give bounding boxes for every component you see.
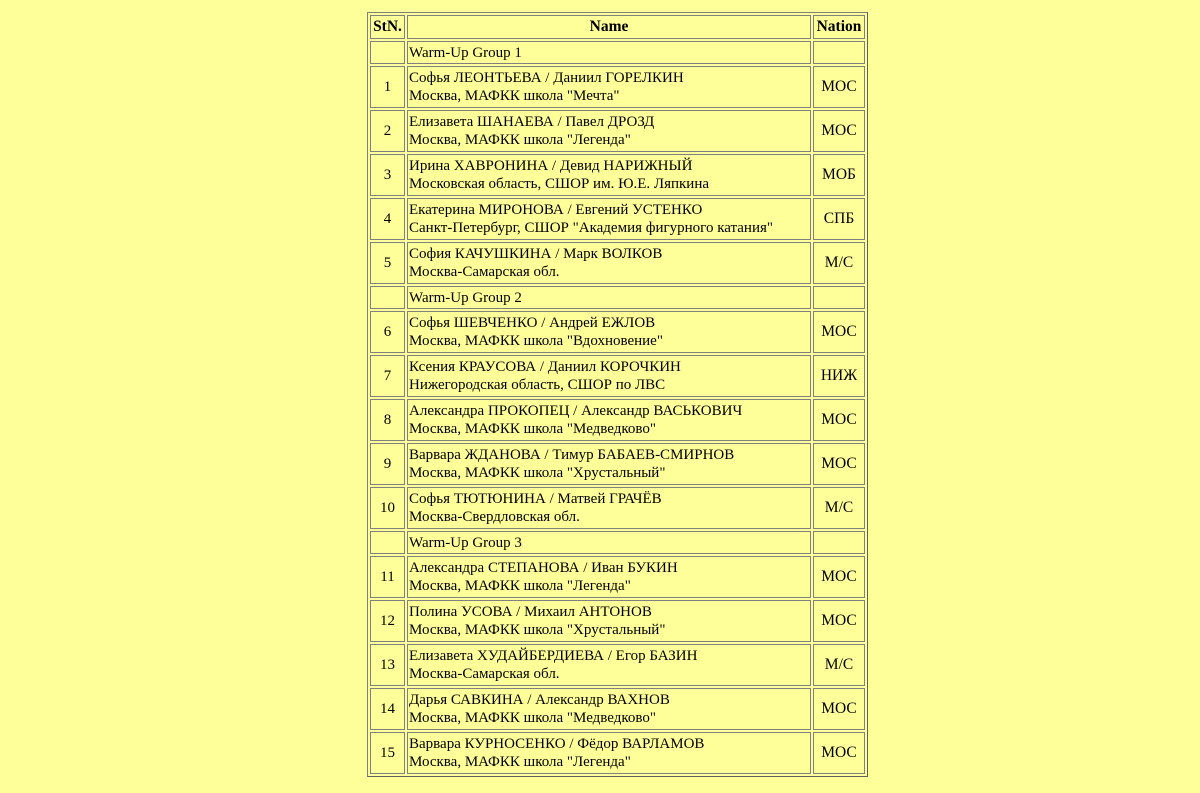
table-row: [370, 600, 865, 642]
club-name: Москва, МАФКК школа "Легенда": [409, 578, 631, 594]
start-number: 5: [370, 242, 405, 284]
pair-names: Ирина ХАВРОНИНА / Девид НАРИЖНЫЙ: [409, 158, 693, 174]
nation-code: М/С: [813, 487, 865, 529]
table-row: [370, 487, 865, 529]
table-row: [370, 110, 865, 152]
nation-code: МОС: [813, 311, 865, 353]
nation-code: МОС: [813, 600, 865, 642]
nation-code: МОС: [813, 443, 865, 485]
nation-code: МОБ: [813, 154, 865, 196]
name-cell: [407, 198, 811, 240]
nation-code: МОС: [813, 732, 865, 774]
pair-names: Софья ТЮТЮНИНА / Матвей ГРАЧЁВ: [409, 491, 662, 507]
name-cell: [407, 399, 811, 441]
pair-names: Полина УСОВА / Михаил АНТОНОВ: [409, 604, 652, 620]
start-number: 9: [370, 443, 405, 485]
club-name: Москва, МАФКК школа "Медведково": [409, 710, 657, 726]
pair-names: Елизавета ШАНАЕВА / Павел ДРОЗД: [409, 114, 655, 130]
start-list-table: [367, 12, 868, 777]
club-name: Московская область, СШОР им. Ю.Е. Ляпкина: [409, 176, 710, 192]
table-row: [370, 644, 865, 686]
nation-code: МОС: [813, 110, 865, 152]
name-cell: [407, 600, 811, 642]
nation-code: МОС: [813, 556, 865, 598]
warm-up-group-label: Warm-Up Group 2: [407, 286, 811, 309]
pair-names: Ксения КРАУСОВА / Даниил КОРОЧКИН: [409, 359, 681, 375]
pair-names: Варвара КУРНОСЕНКО / Фёдор ВАРЛАМОВ: [409, 736, 705, 752]
table-row: [370, 198, 865, 240]
table-row: [370, 556, 865, 598]
pair-names: Екатерина МИРОНОВА / Евгений УСТЕНКО: [409, 202, 703, 218]
pair-names: Софья ШЕВЧЕНКО / Андрей ЕЖЛОВ: [409, 315, 656, 331]
club-name: Москва, МАФКК школа "Хрустальный": [409, 622, 666, 638]
table-row: [370, 66, 865, 108]
table-row: [370, 311, 865, 353]
table-row: [370, 154, 865, 196]
start-number: 13: [370, 644, 405, 686]
start-number: 8: [370, 399, 405, 441]
start-number: 3: [370, 154, 405, 196]
start-number: 10: [370, 487, 405, 529]
name-cell: [407, 688, 811, 730]
group-stn-cell: [370, 531, 405, 554]
name-cell: [407, 732, 811, 774]
pair-names: Александра ПРОКОПЕЦ / Александр ВАСЬКОВИЧ: [409, 403, 743, 419]
table-row: [370, 732, 865, 774]
name-cell: [407, 154, 811, 196]
club-name: Москва, МАФКК школа "Хрустальный": [409, 465, 666, 481]
group-nation-cell: [813, 286, 865, 309]
start-number: 14: [370, 688, 405, 730]
club-name: Санкт-Петербург, СШОР "Академия фигурного катания": [409, 220, 774, 236]
table-row: [370, 688, 865, 730]
name-cell: [407, 110, 811, 152]
name-cell: [407, 443, 811, 485]
nation-code: М/С: [813, 644, 865, 686]
nation-code: МОС: [813, 66, 865, 108]
start-number: 7: [370, 355, 405, 397]
table-row: [370, 399, 865, 441]
table-row: [370, 242, 865, 284]
header-row: [370, 15, 865, 39]
name-cell: [407, 487, 811, 529]
club-name: Москва-Свердловская обл.: [409, 509, 580, 525]
name-cell: [407, 556, 811, 598]
nation-code: СПБ: [813, 198, 865, 240]
start-number: 4: [370, 198, 405, 240]
pair-names: Елизавета ХУДАЙБЕРДИЕВА / Егор БАЗИН: [409, 648, 698, 664]
header-stn: StN.: [370, 15, 405, 39]
name-cell: [407, 66, 811, 108]
name-cell: [407, 355, 811, 397]
group-stn-cell: [370, 286, 405, 309]
club-name: Москва-Самарская обл.: [409, 264, 560, 280]
start-number: 12: [370, 600, 405, 642]
club-name: Нижегородская область, СШОР по ЛВС: [409, 377, 666, 393]
pair-names: Варвара ЖДАНОВА / Тимур БАБАЕВ-СМИРНОВ: [409, 447, 735, 463]
club-name: Москва-Самарская обл.: [409, 666, 560, 682]
warm-up-group-row: [370, 531, 865, 554]
header-nation: Nation: [813, 15, 865, 39]
pair-names: Александра СТЕПАНОВА / Иван БУКИН: [409, 560, 678, 576]
nation-code: МОС: [813, 688, 865, 730]
warm-up-group-row: [370, 41, 865, 64]
header-name: Name: [407, 15, 811, 39]
warm-up-group-row: [370, 286, 865, 309]
group-nation-cell: [813, 531, 865, 554]
start-number: 11: [370, 556, 405, 598]
start-number: 6: [370, 311, 405, 353]
pair-names: Дарья САВКИНА / Александр ВАХНОВ: [409, 692, 670, 708]
list-body: [370, 41, 865, 774]
club-name: Москва, МАФКК школа "Легенда": [409, 132, 631, 148]
nation-code: М/С: [813, 242, 865, 284]
start-number: 15: [370, 732, 405, 774]
table-row: [370, 355, 865, 397]
pair-names: Софья ЛЕОНТЬЕВА / Даниил ГОРЕЛКИН: [409, 70, 684, 86]
club-name: Москва, МАФКК школа "Медведково": [409, 421, 657, 437]
start-number: 2: [370, 110, 405, 152]
name-cell: [407, 311, 811, 353]
warm-up-group-label: Warm-Up Group 3: [407, 531, 811, 554]
pair-names: София КАЧУШКИНА / Марк ВОЛКОВ: [409, 246, 663, 262]
group-nation-cell: [813, 41, 865, 64]
nation-code: МОС: [813, 399, 865, 441]
club-name: Москва, МАФКК школа "Вдохновение": [409, 333, 663, 349]
name-cell: [407, 644, 811, 686]
club-name: Москва, МАФКК школа "Легенда": [409, 754, 631, 770]
start-number: 1: [370, 66, 405, 108]
club-name: Москва, МАФКК школа "Мечта": [409, 88, 620, 104]
group-stn-cell: [370, 41, 405, 64]
warm-up-group-label: Warm-Up Group 1: [407, 41, 811, 64]
nation-code: НИЖ: [813, 355, 865, 397]
table-row: [370, 443, 865, 485]
name-cell: [407, 242, 811, 284]
